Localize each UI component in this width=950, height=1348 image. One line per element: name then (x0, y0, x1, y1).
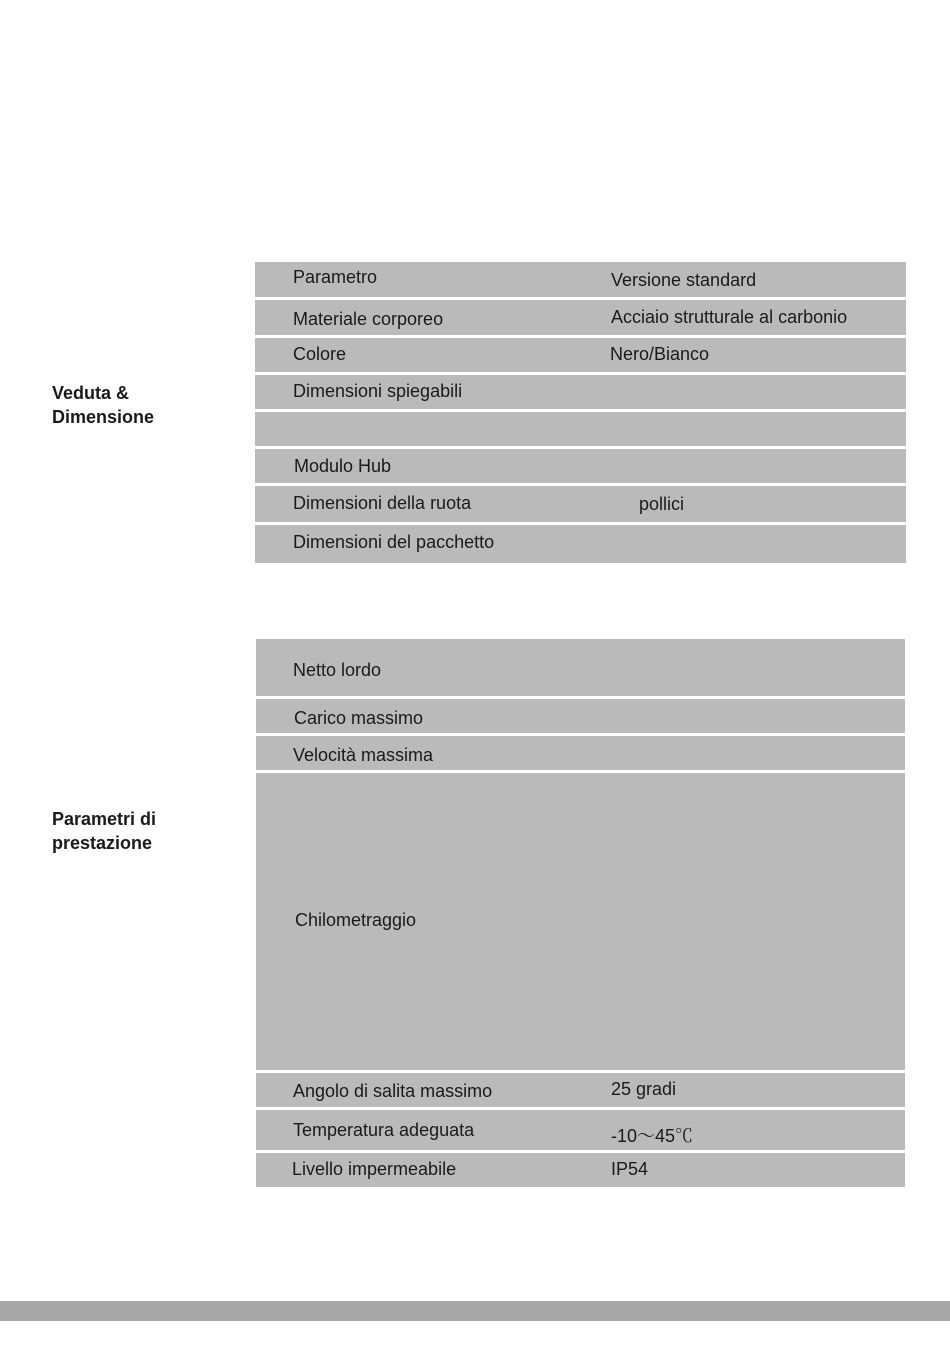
row-value: Acciaio strutturale al carbonio (611, 307, 848, 327)
row-label: Carico massimo (294, 708, 424, 728)
footer-bar (0, 1301, 950, 1321)
performance-table (256, 639, 905, 1187)
row-label: Temperatura adeguata (293, 1120, 475, 1140)
table-row (256, 1073, 905, 1107)
row-value: IP54 (611, 1159, 649, 1179)
table-row (255, 262, 906, 297)
section-title-line: prestazione (52, 833, 153, 853)
row-value: Versione standard (611, 270, 757, 290)
row-value: -10～45℃ (611, 1126, 694, 1146)
table-row (256, 1153, 905, 1187)
row-label: Livello impermeabile (292, 1159, 457, 1179)
section-title-dimensions (52, 381, 154, 429)
row-label: Parametro (293, 267, 378, 287)
row-value: Nero/Bianco (610, 344, 710, 364)
row-label: Materiale corporeo (293, 309, 444, 329)
row-label: Colore (293, 344, 347, 364)
row-label: Dimensioni spiegabili (293, 381, 463, 401)
table-row (256, 773, 905, 1070)
table-row (256, 736, 905, 770)
row-value: 25 gradi (611, 1079, 677, 1099)
table-row (255, 525, 906, 563)
table-row (256, 699, 905, 733)
section-title-line: Parametri di (52, 809, 157, 829)
table-row (255, 338, 906, 372)
row-label: Chilometraggio (295, 910, 417, 930)
section-title-line: Dimensione (52, 407, 155, 427)
table-row (255, 486, 906, 522)
row-label: Dimensioni del pacchetto (293, 532, 495, 552)
dimensions-table (255, 262, 906, 563)
table-row (255, 300, 906, 335)
row-label: Netto lordo (293, 660, 382, 680)
table-row (255, 375, 906, 409)
table-row (255, 412, 906, 446)
table-row (256, 1110, 905, 1150)
row-label: Dimensioni della ruota (293, 493, 472, 513)
table-row (256, 639, 905, 696)
row-label: Angolo di salita massimo (293, 1081, 493, 1101)
row-label: Velocità massima (293, 745, 434, 765)
table-row (255, 449, 906, 483)
section-title-performance (52, 807, 156, 855)
row-label: Modulo Hub (294, 456, 392, 476)
section-title-line: Veduta & (52, 383, 130, 403)
row-value: pollici (639, 494, 685, 514)
